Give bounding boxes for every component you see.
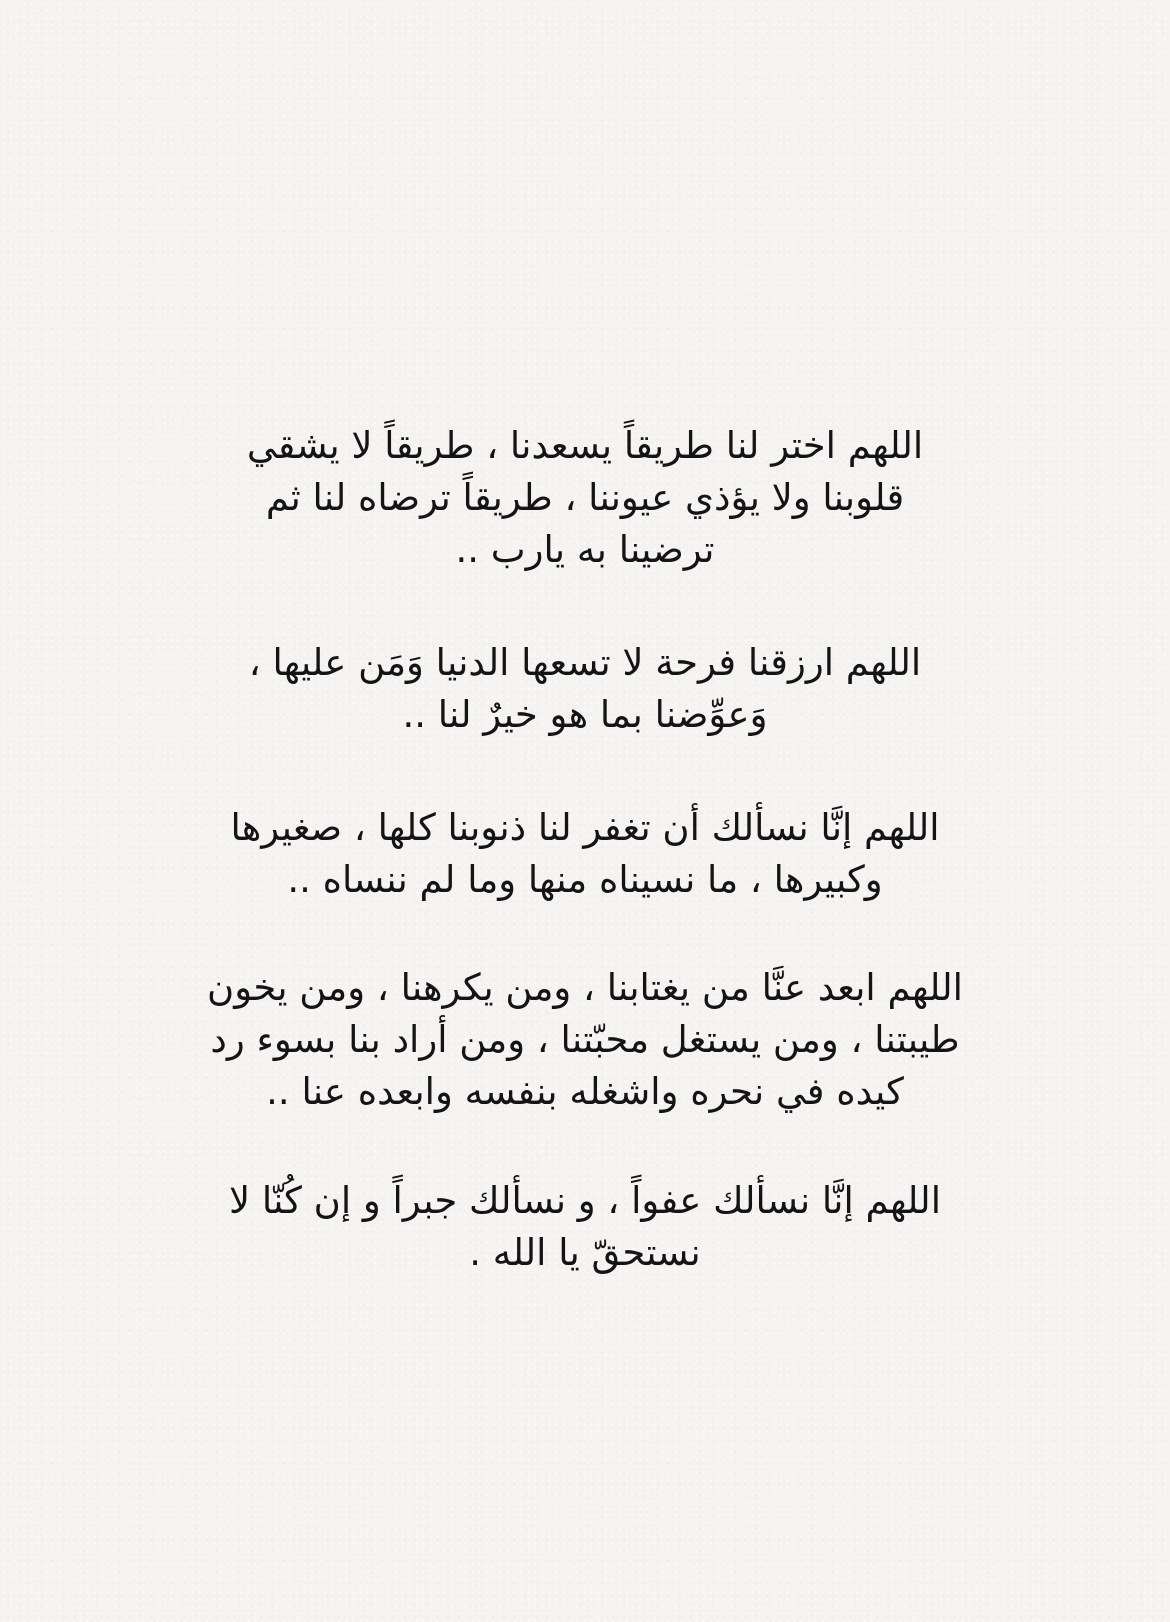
prayer-line: اللهم اختر لنا طريقاً يسعدنا ، طريقاً لا يشقي xyxy=(246,424,924,467)
prayer-paragraph-5 xyxy=(185,1175,985,1279)
prayer-paragraph-4 xyxy=(185,962,985,1118)
prayer-paragraph-3 xyxy=(185,802,985,906)
prayer-line: قلوبنا ولا يؤذي عيوننا ، طريقاً ترضاه لنا ثم xyxy=(265,476,905,519)
prayer-line: اللهم إنَّا نسألك عفواً ، و نسألك جبراً و إن كُنّا لا xyxy=(229,1179,941,1222)
prayer-line: اللهم إنَّا نسألك أن تغفر لنا ذنوبنا كلها ، صغيرها xyxy=(230,806,940,849)
prayer-paragraph-1 xyxy=(185,420,985,576)
prayer-line: طيبتنا ، ومن يستغل محبّتنا ، ومن أراد بنا بسوء رد xyxy=(210,1018,960,1061)
prayer-line: اللهم ابعد عنَّا من يغتابنا ، ومن يكرهنا ، ومن يخون xyxy=(207,966,963,1009)
prayer-paragraph-2 xyxy=(185,637,985,741)
prayer-line: اللهم ارزقنا فرحة لا تسعها الدنيا وَمَن عليها ، xyxy=(248,641,922,684)
prayer-line: كيده في نحره واشغله بنفسه وابعده عنا .. xyxy=(266,1070,904,1113)
prayer-line: ترضينا به يارب .. xyxy=(455,528,715,571)
prayer-line: وكبيرها ، ما نسيناه منها وما لم ننساه .. xyxy=(287,858,883,901)
prayer-line: نستحقّ يا الله . xyxy=(469,1231,701,1274)
prayer-line: وَعوِّضنا بما هو خيرٌ لنا .. xyxy=(402,693,768,736)
